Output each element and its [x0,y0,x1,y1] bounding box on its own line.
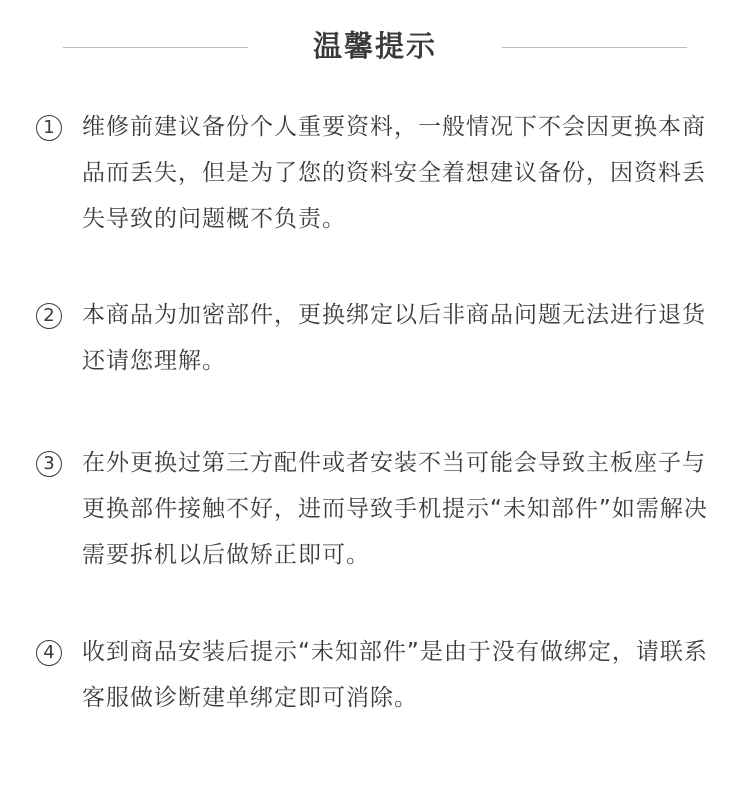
notice-text: 维修前建议备份个人重要资料，一般情况下不会因更换本商品而丢失，但是为了您的资料安全着想建议备份，因资料丢失导致的问题概不负责。 [82,114,706,232]
circled-number: 4 [36,640,62,666]
notice-text: 在外更换过第三方配件或者安装不当可能会导致主板座子与更换部件接触不好，进而导致手机提示“未知部件”如需解决需要拆机以后做矫正即可。 [82,450,708,568]
circled-number: 3 [36,451,62,477]
circled-number: 2 [36,303,62,329]
page-title: 温馨提示 [312,29,437,63]
header [0,22,750,72]
right-divider [502,47,687,48]
notice-text: 收到商品安装后提示“未知部件”是由于没有做绑定，请联系客服做诊断建单绑定即可消除。 [82,639,708,711]
notice-text: 本商品为加密部件，更换绑定以后非商品问题无法进行退货还请您理解。 [82,302,706,374]
circled-number: 1 [36,115,62,141]
